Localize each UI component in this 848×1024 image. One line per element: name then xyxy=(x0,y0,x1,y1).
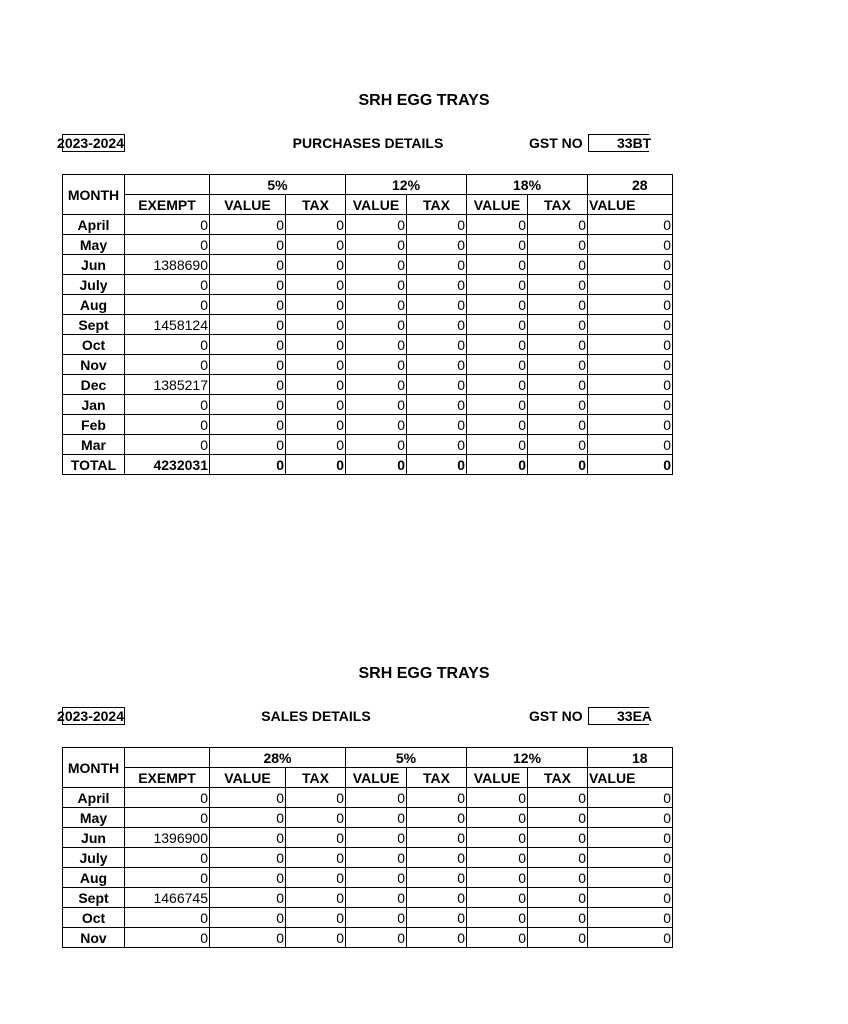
value-cell: 0 xyxy=(467,455,528,475)
value-cell: 0 xyxy=(210,235,286,255)
value-cell: 0 xyxy=(467,848,528,868)
value-cell: 0 xyxy=(588,235,673,255)
gst-label: GST NO xyxy=(529,708,583,724)
tax-cell: 0 xyxy=(528,888,588,908)
tax-cell: 0 xyxy=(286,928,346,948)
tax-cell: 0 xyxy=(407,868,467,888)
table-row xyxy=(63,315,673,335)
sales-table xyxy=(62,747,673,948)
value-cell: 0 xyxy=(467,908,528,928)
purchases-table-body xyxy=(63,215,673,475)
month-cell: TOTAL xyxy=(63,455,125,475)
rate-header: 28 xyxy=(588,175,673,195)
value-cell: 0 xyxy=(588,255,673,275)
tax-cell: 0 xyxy=(528,315,588,335)
tax-cell: 0 xyxy=(528,435,588,455)
exempt-cell: 0 xyxy=(125,908,210,928)
month-cell: Jan xyxy=(63,395,125,415)
sales-table-wrapper xyxy=(62,747,672,948)
value-cell: 0 xyxy=(210,908,286,928)
value-cell: 0 xyxy=(588,315,673,335)
month-cell: July xyxy=(63,848,125,868)
tax-cell: 0 xyxy=(528,848,588,868)
tax-header: TAX xyxy=(528,195,588,215)
value-cell: 0 xyxy=(346,788,407,808)
value-cell: 0 xyxy=(346,868,407,888)
tax-cell: 0 xyxy=(407,255,467,275)
tax-cell: 0 xyxy=(407,888,467,908)
value-cell: 0 xyxy=(346,808,407,828)
value-cell: 0 xyxy=(467,275,528,295)
company-title: SRH EGG TRAYS xyxy=(358,665,490,682)
purchases-table-wrapper xyxy=(62,174,672,475)
value-cell: 0 xyxy=(210,828,286,848)
value-cell: 0 xyxy=(210,808,286,828)
tax-cell: 0 xyxy=(286,868,346,888)
exempt-header: EXEMPT xyxy=(125,195,210,215)
value-cell: 0 xyxy=(346,455,407,475)
value-cell: 0 xyxy=(346,315,407,335)
year-value: 2023-2024 xyxy=(57,708,124,724)
exempt-cell: 1385217 xyxy=(125,375,210,395)
month-cell: Aug xyxy=(63,295,125,315)
month-cell: Jun xyxy=(63,828,125,848)
value-cell: 0 xyxy=(210,375,286,395)
tax-cell: 0 xyxy=(407,828,467,848)
tax-cell: 0 xyxy=(407,395,467,415)
tax-cell: 0 xyxy=(528,355,588,375)
details-title: PURCHASES DETAILS xyxy=(292,135,444,151)
value-cell: 0 xyxy=(588,435,673,455)
table-row xyxy=(63,928,673,948)
value-header: VALUE xyxy=(588,768,673,788)
value-cell: 0 xyxy=(467,235,528,255)
tax-cell: 0 xyxy=(528,788,588,808)
tax-cell: 0 xyxy=(528,335,588,355)
value-cell: 0 xyxy=(346,335,407,355)
value-cell: 0 xyxy=(588,295,673,315)
exempt-cell: 0 xyxy=(125,928,210,948)
value-cell: 0 xyxy=(210,868,286,888)
value-cell: 0 xyxy=(210,788,286,808)
tax-cell: 0 xyxy=(286,315,346,335)
month-cell: Feb xyxy=(63,415,125,435)
value-cell: 0 xyxy=(346,828,407,848)
month-cell: Aug xyxy=(63,868,125,888)
value-cell: 0 xyxy=(467,395,528,415)
table-row xyxy=(63,395,673,415)
exempt-cell: 1388690 xyxy=(125,255,210,275)
value-cell: 0 xyxy=(467,828,528,848)
value-cell: 0 xyxy=(588,275,673,295)
table-row xyxy=(63,788,673,808)
month-cell: Dec xyxy=(63,375,125,395)
gst-number-box xyxy=(588,134,652,152)
tax-cell: 0 xyxy=(286,808,346,828)
tax-cell: 0 xyxy=(286,255,346,275)
year-box xyxy=(57,134,125,152)
value-cell: 0 xyxy=(346,255,407,275)
value-cell: 0 xyxy=(210,848,286,868)
tax-cell: 0 xyxy=(407,355,467,375)
details-title: SALES DETAILS xyxy=(261,708,371,724)
tax-cell: 0 xyxy=(407,908,467,928)
tax-cell: 0 xyxy=(407,808,467,828)
tax-cell: 0 xyxy=(407,788,467,808)
month-cell: Nov xyxy=(63,355,125,375)
value-cell: 0 xyxy=(346,415,407,435)
tax-cell: 0 xyxy=(407,215,467,235)
tax-header: TAX xyxy=(528,768,588,788)
value-cell: 0 xyxy=(467,788,528,808)
value-cell: 0 xyxy=(210,215,286,235)
blank-header xyxy=(125,748,210,768)
value-cell: 0 xyxy=(346,435,407,455)
tax-cell: 0 xyxy=(528,235,588,255)
value-cell: 0 xyxy=(467,435,528,455)
value-cell: 0 xyxy=(467,255,528,275)
value-header: VALUE xyxy=(467,195,528,215)
rate-header: 5% xyxy=(346,748,467,768)
value-cell: 0 xyxy=(346,295,407,315)
purchases-table xyxy=(62,174,673,475)
value-cell: 0 xyxy=(588,215,673,235)
value-cell: 0 xyxy=(588,808,673,828)
exempt-cell: 0 xyxy=(125,415,210,435)
table-row xyxy=(63,888,673,908)
value-cell: 0 xyxy=(210,888,286,908)
month-cell: May xyxy=(63,235,125,255)
value-header: VALUE xyxy=(210,195,286,215)
month-cell: Sept xyxy=(63,315,125,335)
month-cell: July xyxy=(63,275,125,295)
exempt-cell: 0 xyxy=(125,295,210,315)
tax-cell: 0 xyxy=(528,908,588,928)
tax-cell: 0 xyxy=(286,355,346,375)
table-row xyxy=(63,868,673,888)
table-row xyxy=(63,335,673,355)
tax-cell: 0 xyxy=(407,235,467,255)
exempt-cell: 1396900 xyxy=(125,828,210,848)
value-cell: 0 xyxy=(588,415,673,435)
value-cell: 0 xyxy=(210,928,286,948)
month-cell: Sept xyxy=(63,888,125,908)
tax-cell: 0 xyxy=(528,828,588,848)
value-cell: 0 xyxy=(588,788,673,808)
gst-label: GST NO xyxy=(529,135,583,151)
exempt-cell: 4232031 xyxy=(125,455,210,475)
tax-cell: 0 xyxy=(528,375,588,395)
year-value: 2023-2024 xyxy=(57,135,124,151)
exempt-cell: 0 xyxy=(125,215,210,235)
value-cell: 0 xyxy=(210,295,286,315)
value-header: VALUE xyxy=(346,768,407,788)
tax-cell: 0 xyxy=(407,928,467,948)
value-cell: 0 xyxy=(210,355,286,375)
rate-header: 12% xyxy=(467,748,588,768)
tax-cell: 0 xyxy=(407,848,467,868)
tax-cell: 0 xyxy=(407,415,467,435)
value-cell: 0 xyxy=(467,375,528,395)
tax-cell: 0 xyxy=(286,435,346,455)
tax-cell: 0 xyxy=(286,395,346,415)
tax-cell: 0 xyxy=(528,868,588,888)
exempt-cell: 0 xyxy=(125,808,210,828)
tax-cell: 0 xyxy=(528,275,588,295)
table-row xyxy=(63,355,673,375)
value-cell: 0 xyxy=(210,275,286,295)
tax-cell: 0 xyxy=(528,415,588,435)
gst-number-box xyxy=(588,707,653,725)
tax-header: TAX xyxy=(286,768,346,788)
value-cell: 0 xyxy=(346,908,407,928)
month-cell: Oct xyxy=(63,335,125,355)
value-cell: 0 xyxy=(346,848,407,868)
value-cell: 0 xyxy=(467,808,528,828)
value-cell: 0 xyxy=(588,908,673,928)
exempt-header: EXEMPT xyxy=(125,768,210,788)
month-cell: April xyxy=(63,215,125,235)
value-cell: 0 xyxy=(210,315,286,335)
tax-cell: 0 xyxy=(286,235,346,255)
exempt-cell: 0 xyxy=(125,275,210,295)
tax-cell: 0 xyxy=(286,275,346,295)
tax-cell: 0 xyxy=(286,888,346,908)
value-cell: 0 xyxy=(588,828,673,848)
table-row xyxy=(63,255,673,275)
rate-header: 5% xyxy=(210,175,346,195)
table-row xyxy=(63,295,673,315)
exempt-cell: 0 xyxy=(125,848,210,868)
value-cell: 0 xyxy=(346,355,407,375)
exempt-cell: 0 xyxy=(125,788,210,808)
value-cell: 0 xyxy=(588,455,673,475)
value-cell: 0 xyxy=(467,868,528,888)
tax-cell: 0 xyxy=(286,455,346,475)
value-cell: 0 xyxy=(346,375,407,395)
table-row xyxy=(63,848,673,868)
tax-cell: 0 xyxy=(286,788,346,808)
tax-cell: 0 xyxy=(528,808,588,828)
tax-cell: 0 xyxy=(407,435,467,455)
tax-cell: 0 xyxy=(407,295,467,315)
value-cell: 0 xyxy=(210,415,286,435)
tax-cell: 0 xyxy=(286,415,346,435)
tax-cell: 0 xyxy=(286,848,346,868)
table-row xyxy=(63,235,673,255)
value-cell: 0 xyxy=(588,868,673,888)
month-cell: Mar xyxy=(63,435,125,455)
tax-cell: 0 xyxy=(528,255,588,275)
tax-cell: 0 xyxy=(286,335,346,355)
tax-cell: 0 xyxy=(407,375,467,395)
value-header: VALUE xyxy=(346,195,407,215)
rate-header: 12% xyxy=(346,175,467,195)
value-cell: 0 xyxy=(588,355,673,375)
exempt-cell: 1458124 xyxy=(125,315,210,335)
value-cell: 0 xyxy=(588,335,673,355)
value-cell: 0 xyxy=(210,455,286,475)
table-row xyxy=(63,435,673,455)
tax-header: TAX xyxy=(286,195,346,215)
value-cell: 0 xyxy=(588,375,673,395)
month-cell: Nov xyxy=(63,928,125,948)
tax-cell: 0 xyxy=(407,315,467,335)
value-cell: 0 xyxy=(346,888,407,908)
table-row xyxy=(63,908,673,928)
tax-cell: 0 xyxy=(286,295,346,315)
exempt-cell: 0 xyxy=(125,435,210,455)
value-cell: 0 xyxy=(588,395,673,415)
value-cell: 0 xyxy=(467,355,528,375)
tax-cell: 0 xyxy=(528,928,588,948)
tax-cell: 0 xyxy=(407,275,467,295)
table-row xyxy=(63,808,673,828)
tax-header: TAX xyxy=(407,768,467,788)
month-cell: May xyxy=(63,808,125,828)
value-cell: 0 xyxy=(467,928,528,948)
exempt-cell: 0 xyxy=(125,335,210,355)
value-cell: 0 xyxy=(467,415,528,435)
gst-number: 33EA xyxy=(617,708,653,724)
tax-cell: 0 xyxy=(407,335,467,355)
value-cell: 0 xyxy=(346,215,407,235)
value-cell: 0 xyxy=(467,888,528,908)
value-cell: 0 xyxy=(467,295,528,315)
value-cell: 0 xyxy=(210,395,286,415)
exempt-cell: 1466745 xyxy=(125,888,210,908)
rate-header: 18% xyxy=(467,175,588,195)
month-cell: April xyxy=(63,788,125,808)
table-row xyxy=(63,375,673,395)
month-header: MONTH xyxy=(63,175,125,215)
value-cell: 0 xyxy=(467,315,528,335)
exempt-cell: 0 xyxy=(125,355,210,375)
table-row xyxy=(63,415,673,435)
value-header: VALUE xyxy=(467,768,528,788)
value-cell: 0 xyxy=(210,255,286,275)
rate-header: 28% xyxy=(210,748,346,768)
value-cell: 0 xyxy=(346,395,407,415)
tax-cell: 0 xyxy=(528,295,588,315)
table-row xyxy=(63,275,673,295)
exempt-cell: 0 xyxy=(125,395,210,415)
company-title: SRH EGG TRAYS xyxy=(358,92,490,109)
tax-cell: 0 xyxy=(407,455,467,475)
year-box xyxy=(57,707,125,725)
value-cell: 0 xyxy=(210,335,286,355)
exempt-cell: 0 xyxy=(125,235,210,255)
tax-cell: 0 xyxy=(528,395,588,415)
tax-cell: 0 xyxy=(286,215,346,235)
gst-number: 33BT xyxy=(617,135,652,151)
rate-header: 18 xyxy=(588,748,673,768)
table-row xyxy=(63,828,673,848)
value-header: VALUE xyxy=(210,768,286,788)
value-cell: 0 xyxy=(588,848,673,868)
tax-cell: 0 xyxy=(286,828,346,848)
value-cell: 0 xyxy=(588,928,673,948)
table-row xyxy=(63,215,673,235)
blank-header xyxy=(125,175,210,195)
value-cell: 0 xyxy=(346,928,407,948)
exempt-cell: 0 xyxy=(125,868,210,888)
value-cell: 0 xyxy=(210,435,286,455)
value-cell: 0 xyxy=(346,235,407,255)
month-header: MONTH xyxy=(63,748,125,788)
value-cell: 0 xyxy=(467,335,528,355)
value-cell: 0 xyxy=(588,888,673,908)
value-cell: 0 xyxy=(346,275,407,295)
month-cell: Oct xyxy=(63,908,125,928)
sales-table-body xyxy=(63,788,673,948)
tax-header: TAX xyxy=(407,195,467,215)
tax-cell: 0 xyxy=(528,455,588,475)
tax-cell: 0 xyxy=(286,908,346,928)
total-row xyxy=(63,455,673,475)
month-cell: Jun xyxy=(63,255,125,275)
tax-cell: 0 xyxy=(528,215,588,235)
tax-cell: 0 xyxy=(286,375,346,395)
value-header: VALUE xyxy=(588,195,673,215)
value-cell: 0 xyxy=(467,215,528,235)
